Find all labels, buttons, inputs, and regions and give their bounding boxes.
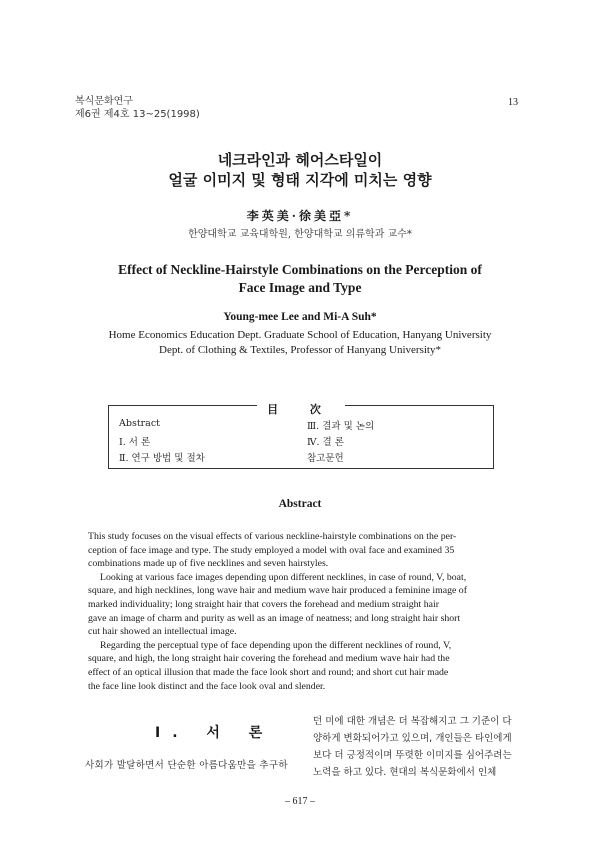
english-title xyxy=(0,261,600,297)
korean-authors: 李英美·徐美亞* xyxy=(246,209,354,223)
journal-info xyxy=(75,95,200,121)
abstract-line: ception of face image and type. The study employed a model with oval face and examined 35 xyxy=(88,544,455,556)
body-line: 던 미에 대한 개념은 더 복잡해지고 그 기준이 다 xyxy=(313,716,512,727)
toc-item-conclusion: Ⅳ. 결 론 xyxy=(307,437,344,448)
abstract-line: gave an image of charm and purity as well as an image of neatness; and long straight hair short xyxy=(88,612,461,624)
abstract-line: effect of an optical illusion that made the face look short and round; and short cut hair made xyxy=(88,666,449,678)
abstract-line: marked individuality; long straight hair that covers the forehead and medium straight hair xyxy=(88,598,439,610)
body-line: 노력을 하고 있다. 현대의 복식문화에서 인체 xyxy=(313,767,497,778)
body-text-left-column: 사회가 발달하면서 단순한 아름다움만을 추구하 xyxy=(85,760,288,771)
table-of-contents xyxy=(108,405,494,469)
abstract-line: combinations made up of five necklines and seven hairstyles. xyxy=(88,558,329,570)
abstract-body xyxy=(88,530,520,693)
korean-title-line2: 얼굴 이미지 및 형태 지각에 미치는 영향 xyxy=(168,171,432,189)
korean-title-line1: 네크라인과 헤어스타일이 xyxy=(217,151,383,169)
abstract-line: square, and high necklines, long wave hair and medium wave hair produced a feminine image of xyxy=(88,585,467,597)
abstract-line: This study focuses on the visual effects of various neckline-hairstyle combinations on the per- xyxy=(88,531,457,542)
english-affiliation-line1: Home Economics Education Dept. Graduate School of Education, Hanyang University xyxy=(108,329,492,341)
toc-item-results: Ⅲ. 결과 및 논의 xyxy=(307,421,375,432)
section-heading-introduction: Ⅰ. 서 론 xyxy=(155,725,275,741)
body-text-right-column xyxy=(313,713,525,781)
korean-affiliation: 한양대학교 교육대학원, 한양대학교 의류학과 교수* xyxy=(188,229,412,240)
english-authors: Young-mee Lee and Mi-A Suh* xyxy=(223,311,377,323)
english-title-line1: Effect of Neckline-Hairstyle Combinations on the Perception of xyxy=(118,262,482,277)
korean-title xyxy=(0,150,600,190)
abstract-line: cut hair showed an intellectual image. xyxy=(88,626,237,638)
body-line: 보다 더 긍정적이며 뚜렷한 이미지를 심어주려는 xyxy=(313,750,512,761)
toc-title: 目 次 xyxy=(109,398,493,417)
english-title-line2: Face Image and Type xyxy=(238,280,362,295)
abstract-line: square, and high, the long straight hair covering the forehead and medium wave hair had the xyxy=(88,653,450,665)
abstract-heading: Abstract xyxy=(278,498,322,510)
abstract-line: Regarding the perceptual type of face depending upon the different necklines of round, V, xyxy=(100,639,452,651)
page-number-footer: – 617 – xyxy=(285,796,315,807)
toc-item-abstract: Abstract xyxy=(119,418,160,429)
toc-item-introduction: Ⅰ. 서 론 xyxy=(119,437,151,448)
abstract-line: Looking at various face images depending upon different necklines, in case of round, V, boat, xyxy=(100,571,467,583)
toc-item-method: Ⅱ. 연구 방법 및 절차 xyxy=(119,453,205,464)
page-number-top: 13 xyxy=(508,97,518,108)
toc-item-references: 참고문헌 xyxy=(307,453,344,464)
abstract-line: the face line look distinct and the face look oval and slender. xyxy=(88,680,326,692)
journal-name: 복식문화연구 xyxy=(75,96,133,107)
journal-volume: 제6권 제4호 13~25(1998) xyxy=(75,109,200,120)
english-affiliation xyxy=(0,328,600,358)
english-affiliation-line2: Dept. of Clothing & Textiles, Professor of Hanyang University* xyxy=(159,344,441,356)
body-line: 양하게 변화되어가고 있으며, 개인들은 타인에게 xyxy=(313,733,512,744)
